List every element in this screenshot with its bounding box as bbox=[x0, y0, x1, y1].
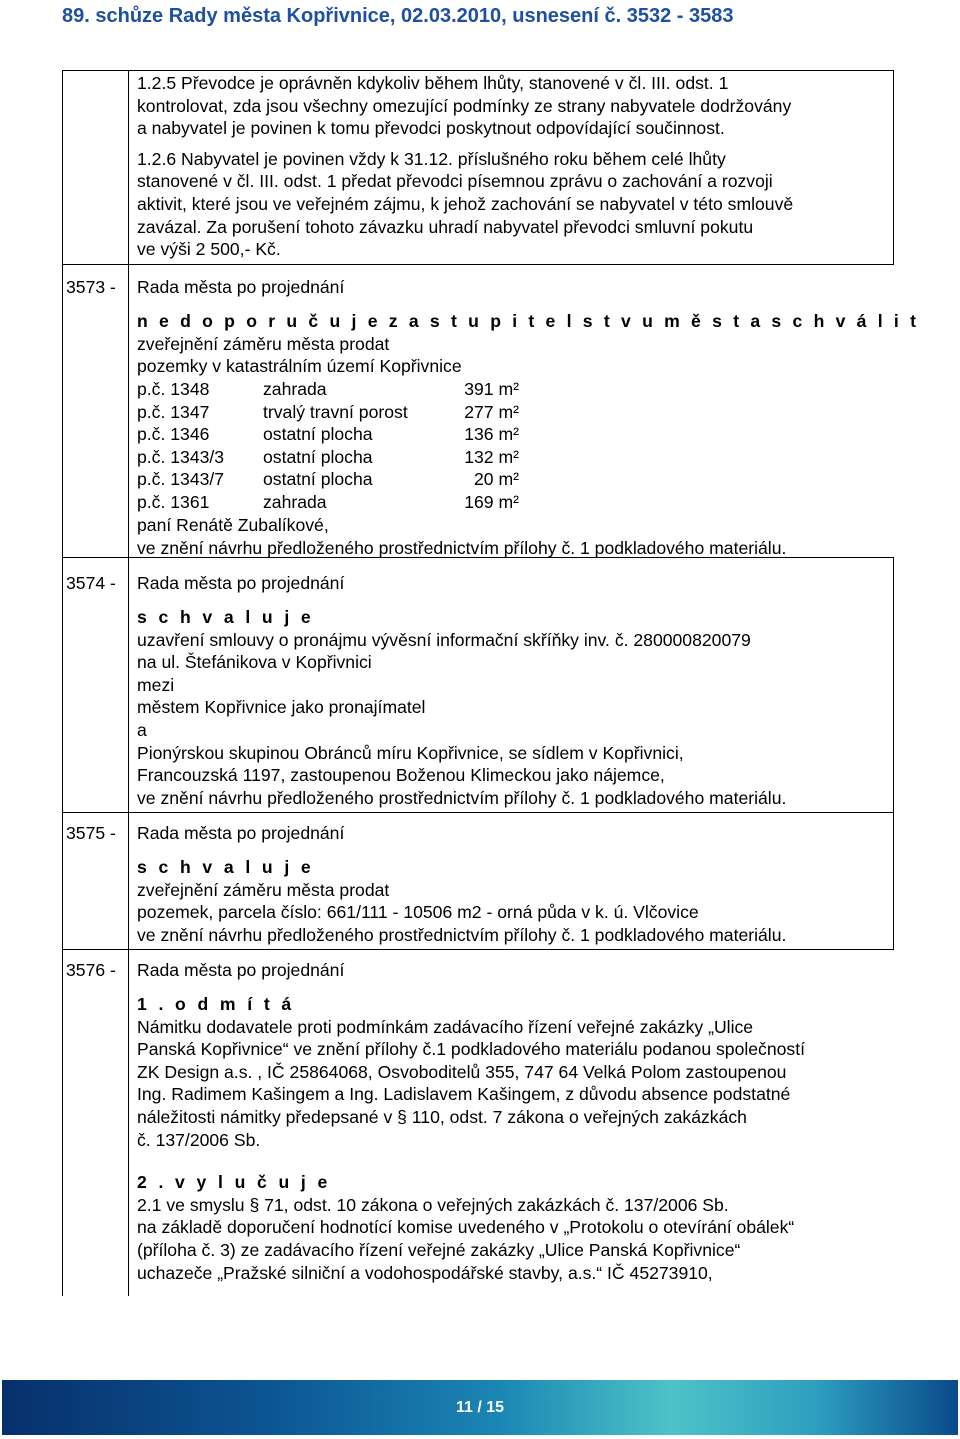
resolution-decision: s c h v a l u j e bbox=[137, 607, 315, 627]
text-line: aktivit, které jsou ve veřejném zájmu, k jehož zachování se nabyvatel v této smlouvě bbox=[137, 193, 794, 214]
text-line: Francouzská 1197, zastoupenou Boženou Klimeckou jako nájemce, bbox=[137, 765, 665, 786]
text-line: paní Renátě Zubalíkové, bbox=[137, 515, 329, 535]
parcel-row bbox=[137, 378, 557, 401]
text-line: stanovené v čl. III. odst. 1 předat převodci písemnou zprávu o zachování a rozvoji bbox=[137, 171, 773, 192]
text-line: Panská Kopřivnice“ ve znění přílohy č.1 podkladového materiálu podanou společností bbox=[137, 1039, 805, 1060]
parcel-row bbox=[137, 446, 557, 469]
text-line: kontrolovat, zda jsou všechny omezující podmínky ze strany nabyvatele dodržovány bbox=[137, 95, 792, 116]
text-line: na ul. Štefánikova v Kopřivnici bbox=[137, 652, 372, 673]
resolution-decision: 1 . o d m í t á bbox=[137, 994, 295, 1014]
continued-resolution-text bbox=[137, 72, 897, 261]
resolution-number: 3576 - bbox=[66, 960, 116, 980]
text-line: Námitku dodavatele proti podmínkám zadávacího řízení veřejné zakázky „Ulice bbox=[137, 1016, 754, 1037]
resolution-intro: Rada města po projednání bbox=[137, 823, 345, 843]
resolution-number: 3575 - bbox=[66, 823, 116, 843]
text-line: na základě doporučení hodnotící komise uvedeného v „Protokolu o otevírání obálek“ bbox=[137, 1217, 795, 1238]
resolution-decision: 2 . v y l u č u j e bbox=[137, 1172, 331, 1193]
parcel-row bbox=[137, 468, 557, 491]
text-line: 1.2.6 Nabyvatel je povinen vždy k 31.12. příslušného roku během celé lhůty bbox=[137, 148, 726, 169]
page-header-title: 89. schůze Rady města Kopřivnice, 02.03.2010, usnesení č. 3532 - 3583 bbox=[62, 5, 734, 27]
text-line: uzavření smlouvy o pronájmu vývěsní informační skříňky inv. č. 280000820079 bbox=[137, 629, 751, 650]
table-left-border bbox=[62, 70, 63, 1296]
text-line: a nabyvatel je povinen k tomu převodci poskytnout odpovídající součinnost. bbox=[137, 118, 725, 139]
resolution-number: 3573 - bbox=[66, 277, 116, 297]
parcel-number: p.č. 1348 bbox=[137, 379, 210, 399]
text-line: (příloha č. 3) ze zadávacího řízení veřejné zakázky „Ulice Panská Kopřivnice“ bbox=[137, 1239, 741, 1260]
resolution-decision: s c h v a l u j e bbox=[137, 857, 315, 877]
text-line: pozemek, parcela číslo: 661/111 - 10506 m2 - orná půda v k. ú. Vlčovice bbox=[137, 902, 699, 923]
text-line: ve znění návrhu předloženého prostřednictvím přílohy č. 1 podkladového materiálu. bbox=[137, 924, 787, 945]
resolution-intro: Rada města po projednání bbox=[137, 277, 345, 297]
table-column-divider bbox=[128, 70, 129, 1296]
table-row-divider bbox=[62, 70, 894, 71]
text-line: Ing. Radimem Kašingem a Ing. Ladislavem Kašingem, z důvodu absence podstatné bbox=[137, 1084, 791, 1105]
text-line: č. 137/2006 Sb. bbox=[137, 1129, 261, 1150]
parcel-area: 20 m² bbox=[474, 469, 519, 490]
parcel-row bbox=[137, 401, 557, 424]
text-line: městem Kopřivnice jako pronajímatel bbox=[137, 697, 426, 718]
parcel-list bbox=[137, 378, 557, 514]
resolution-3573-body bbox=[137, 310, 920, 378]
text-line: 2.1 ve smyslu § 71, odst. 10 zákona o veřejných zakázkách č. 137/2006 Sb. bbox=[137, 1194, 729, 1215]
parcel-number: p.č. 1361 bbox=[137, 491, 210, 512]
parcel-type: ostatní plocha bbox=[263, 446, 373, 467]
text-line: ve znění návrhu předloženého prostřednictvím přílohy č. 1 podkladového materiálu. bbox=[137, 787, 787, 808]
page-number: 11 / 15 bbox=[455, 1399, 505, 1416]
text-line: Pionýrskou skupinou Obránců míru Kopřivnice, se sídlem v Kopřivnici, bbox=[137, 742, 684, 763]
parcel-type: zahrada bbox=[263, 379, 327, 399]
parcel-area: 132 m² bbox=[464, 446, 519, 467]
resolution-3573-tail bbox=[137, 514, 897, 559]
text-line: zveřejnění záměru města prodat bbox=[137, 879, 390, 900]
page-footer-bar bbox=[2, 1380, 958, 1435]
text-line: ve výši 2 500,- Kč. bbox=[137, 239, 281, 260]
resolution-decision: n e d o p o r u č u j e z a s t u p i t e l s t v u m ě s t a s c h v á l i t bbox=[137, 311, 920, 331]
text-line: náležitosti námitky předepsané v § 110, odst. 7 zákona o veřejných zakázkách bbox=[137, 1106, 747, 1127]
text-line: pozemky v katastrálním území Kopřivnice bbox=[137, 356, 462, 377]
parcel-type: ostatní plocha bbox=[263, 469, 373, 490]
resolution-intro: Rada města po projednání bbox=[137, 960, 345, 980]
text-line: zveřejnění záměru města prodat bbox=[137, 333, 390, 354]
resolution-number: 3574 - bbox=[66, 573, 116, 593]
parcel-number: p.č. 1343/3 bbox=[137, 446, 225, 467]
resolution-intro: Rada města po projednání bbox=[137, 573, 345, 593]
text-line: zavázal. Za porušení tohoto závazku uhradí nabyvatel převodci smluvní pokutu bbox=[137, 216, 754, 237]
parcel-area: 136 m² bbox=[464, 424, 519, 445]
parcel-row bbox=[137, 423, 557, 446]
parcel-area: 391 m² bbox=[464, 379, 519, 399]
text-line: ZK Design a.s. , IČ 25864068, Osvoboditelů 355, 747 64 Velká Polom zastoupenou bbox=[137, 1061, 787, 1082]
text-line: a bbox=[137, 719, 147, 740]
parcel-area: 277 m² bbox=[464, 401, 519, 422]
text-line: uchazeče „Pražské silniční a vodohospodářské stavby, a.s.“ IČ 45273910, bbox=[137, 1262, 713, 1283]
resolution-3574-body bbox=[137, 606, 897, 809]
text-line: mezi bbox=[137, 674, 175, 695]
parcel-type: ostatní plocha bbox=[263, 424, 373, 445]
parcel-type: trvalý travní porost bbox=[263, 401, 408, 422]
resolution-3576-body bbox=[137, 993, 897, 1284]
text-line: ve znění návrhu předloženého prostřednictvím přílohy č. 1 podkladového materiálu. bbox=[137, 537, 787, 558]
parcel-number: p.č. 1347 bbox=[137, 401, 210, 422]
table-row-divider bbox=[62, 812, 894, 813]
text-line: 1.2.5 Převodce je oprávněn kdykoliv během lhůty, stanovené v čl. III. odst. 1 bbox=[137, 73, 729, 93]
parcel-area: 169 m² bbox=[464, 491, 519, 512]
table-row-divider bbox=[62, 949, 894, 950]
parcel-row bbox=[137, 491, 557, 514]
parcel-number: p.č. 1346 bbox=[137, 424, 210, 445]
table-row-divider bbox=[62, 264, 894, 265]
parcel-type: zahrada bbox=[263, 491, 327, 512]
resolution-3575-body bbox=[137, 856, 897, 946]
parcel-number: p.č. 1343/7 bbox=[137, 469, 225, 490]
